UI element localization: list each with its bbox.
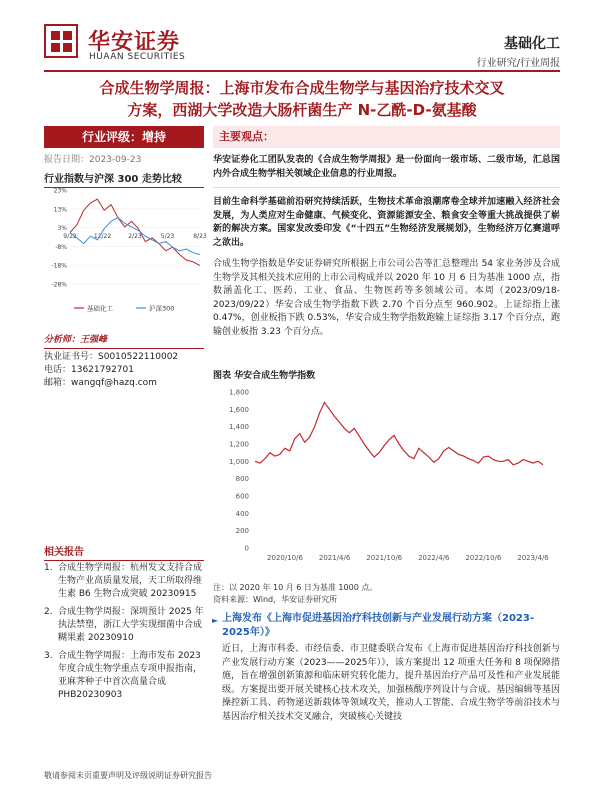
main-chart-ytick: 1,400 [228, 423, 249, 432]
report-title [44, 77, 560, 121]
main-chart-xtick: 2022/4/6 [418, 554, 450, 562]
main-chart-xtick: 2021/10/6 [366, 554, 403, 562]
report-type: 行业研究/行业周报 [476, 58, 560, 69]
right-column [213, 126, 560, 339]
main-chart-ytick: 800 [235, 475, 249, 484]
index-paragraph: 合成生物学指数是华安证券研究所根据上市公司公告等汇总整理出 54 家业务涉及合成生物学及其相关技术应用的上市公司构成并以 2020 年 10 月 6 日为基准 1000 点，指数涵盖化工、医药、工业、食品、生物医药等多领域公司。本周（2023/09/18-2023/09/22）华安合成生物学指数下跌 2.70 个百分点至 960.902。上证综指上涨 0.47%，创业板指下跌 0.53%，华安合成生物学指数跑输上证综指 3.17 个百分点，跑输创业板指 3.23 个百分点。 [213, 259, 560, 337]
main-chart-ytick: 1,600 [228, 405, 249, 414]
page-footer: 敬请参阅末页重要声明及评级说明证券研究报告 [44, 771, 212, 780]
main-chart-xtick: 2023/4/6 [517, 554, 549, 562]
related-report-item[interactable]: 1. 合成生物学周报：杭州发文支持合成生物产业高质量发展，天工所取得维生素 B6 生物合成突破 20230915 [44, 563, 203, 599]
main-chart-ytick: 400 [235, 509, 249, 518]
news-headline[interactable]: ► 上海发布《上海市促进基因治疗科技创新与产业发展行动方案（2023-2025年）》 [212, 613, 534, 638]
background-paragraph: 目前生命科学基础前沿研究持续活跃，生物技术革命浪潮席卷全球并加速融入经济社会发展，为人类应对生命健康、气候变化、资源能源安全、粮食安全等重大挑战提供了崭新的解决方案。国家发改委印发《“十四五”生物经济发展规划》，生物经济万亿赛道呼之欲出。 [213, 197, 560, 248]
brand-name-cn: 华安证券 [88, 29, 181, 55]
key-points-heading: 主要观点： [213, 126, 560, 148]
index-chart-ytick: -28% [51, 281, 67, 289]
main-chart-ytick: 1,200 [228, 440, 249, 449]
report-header [0, 0, 600, 72]
main-chart-ytick: 200 [235, 527, 249, 536]
analyst-name: 分析师：王强峰 [44, 334, 204, 349]
related-report-item[interactable]: 3. 合成生物学周报：上海市发布 2023 年度合成生物学重点专项申报指南，亚麻荠种子中首次高量合成 PHB20230903 [44, 651, 203, 700]
analyst-info [44, 334, 204, 390]
main-chart-xtick: 2021/4/6 [318, 554, 351, 562]
main-chart-ytick: 600 [235, 492, 249, 501]
synbio-index-chart [213, 380, 560, 580]
figure-title: 图表 华安合成生物学指数 [213, 371, 316, 381]
related-reports-title: 相关报告 [44, 543, 204, 561]
index-chart-xtick: 8/23 [193, 232, 207, 240]
main-chart-ytick: 1,000 [228, 457, 249, 466]
triangle-bullet-icon: ► [212, 616, 219, 625]
figure-notes [213, 582, 377, 606]
news-body: 近日，上海市科委、市经信委、市卫健委联合发布《上海市促进基因治疗科技创新与产业发展行动方案（2023——2025年）》，该方案提出 12 项重大任务和 8 项保障措施，旨在增强创新策源和临床研究转化能力，提升基因治疗产品可及性和产业发展能级。方案提出要开展关键核心技术攻关，加强核酸序列设计与合成、基因编辑等基因操控新工具、药物递送新载体等领域攻关，推动人工智能、合成生物学等前沿技术与基因治疗相关技术交叉融合，突破核心关键技 [222, 644, 560, 722]
index-chart-xtick: 12/22 [93, 232, 112, 240]
header-divider [44, 70, 560, 72]
index-chart-xtick: 5/23 [160, 232, 175, 240]
analyst-email: 邮箱：wangqf@hazq.com [44, 378, 157, 388]
main-chart-series-line [255, 402, 543, 464]
left-column [44, 126, 204, 165]
main-chart-ytick: 0 [244, 544, 249, 553]
index-chart-ytick: 13% [53, 206, 67, 214]
index-chart-ytick: 23% [53, 187, 67, 195]
related-reports-list [44, 562, 204, 707]
main-chart-xtick: 2020/10/6 [267, 554, 303, 562]
index-chart-legend-label: 基础化工 [87, 304, 113, 313]
index-chart-xtick: 9/22 [63, 232, 77, 240]
index-chart-ytick: -18% [51, 262, 67, 270]
brand-name-en: HUAAN SECURITIES [89, 52, 186, 62]
title-line-1: 合成生物学周报：上海市发布合成生物学与基因治疗技术交叉 [99, 79, 505, 97]
analyst-license: 执业证书号：S0010522110002 [44, 352, 179, 362]
index-chart-ytick: 3% [57, 225, 67, 233]
index-chart-ytick: -8% [55, 243, 67, 251]
index-chart-legend-label: 沪深300 [149, 304, 175, 313]
index-chart-title: 行业指数与沪深 300 走势比较 [44, 170, 204, 188]
huaan-logo-icon [44, 24, 78, 58]
analyst-phone: 电话：13621792701 [44, 365, 134, 375]
related-report-item[interactable]: 2. 合成生物学周报：深圳预计 2025 年执法禁塑，浙江大学实现细菌中合成糊果素 20230910 [44, 607, 204, 643]
index-comparison-chart [44, 184, 207, 324]
report-date: 报告日期：2023-09-23 [44, 155, 142, 165]
figure-source: 资料来源：Wind，华安证券研究所 [213, 595, 338, 604]
intro-paragraph: 华安证券化工团队发表的《合成生物学周报》是一份面向一级市场、二级市场，汇总国内外合成生物学相关领域企业信息的行业周报。 [213, 154, 560, 188]
industry-rating: 行业评级：增持 [44, 126, 204, 148]
index-chart-xtick: 2/23 [128, 232, 142, 240]
industry-name: 基础化工 [504, 36, 560, 52]
main-chart-xtick: 2022/10/6 [465, 554, 502, 562]
title-line-2: 方案，西湖大学改造大肠杆菌生产 N-乙酰-D-氨基酸 [127, 101, 477, 119]
main-chart-ytick: 1,800 [228, 388, 249, 397]
figure-note: 注：以 2020 年 10 月 6 日为基准 1000 点。 [213, 583, 378, 592]
